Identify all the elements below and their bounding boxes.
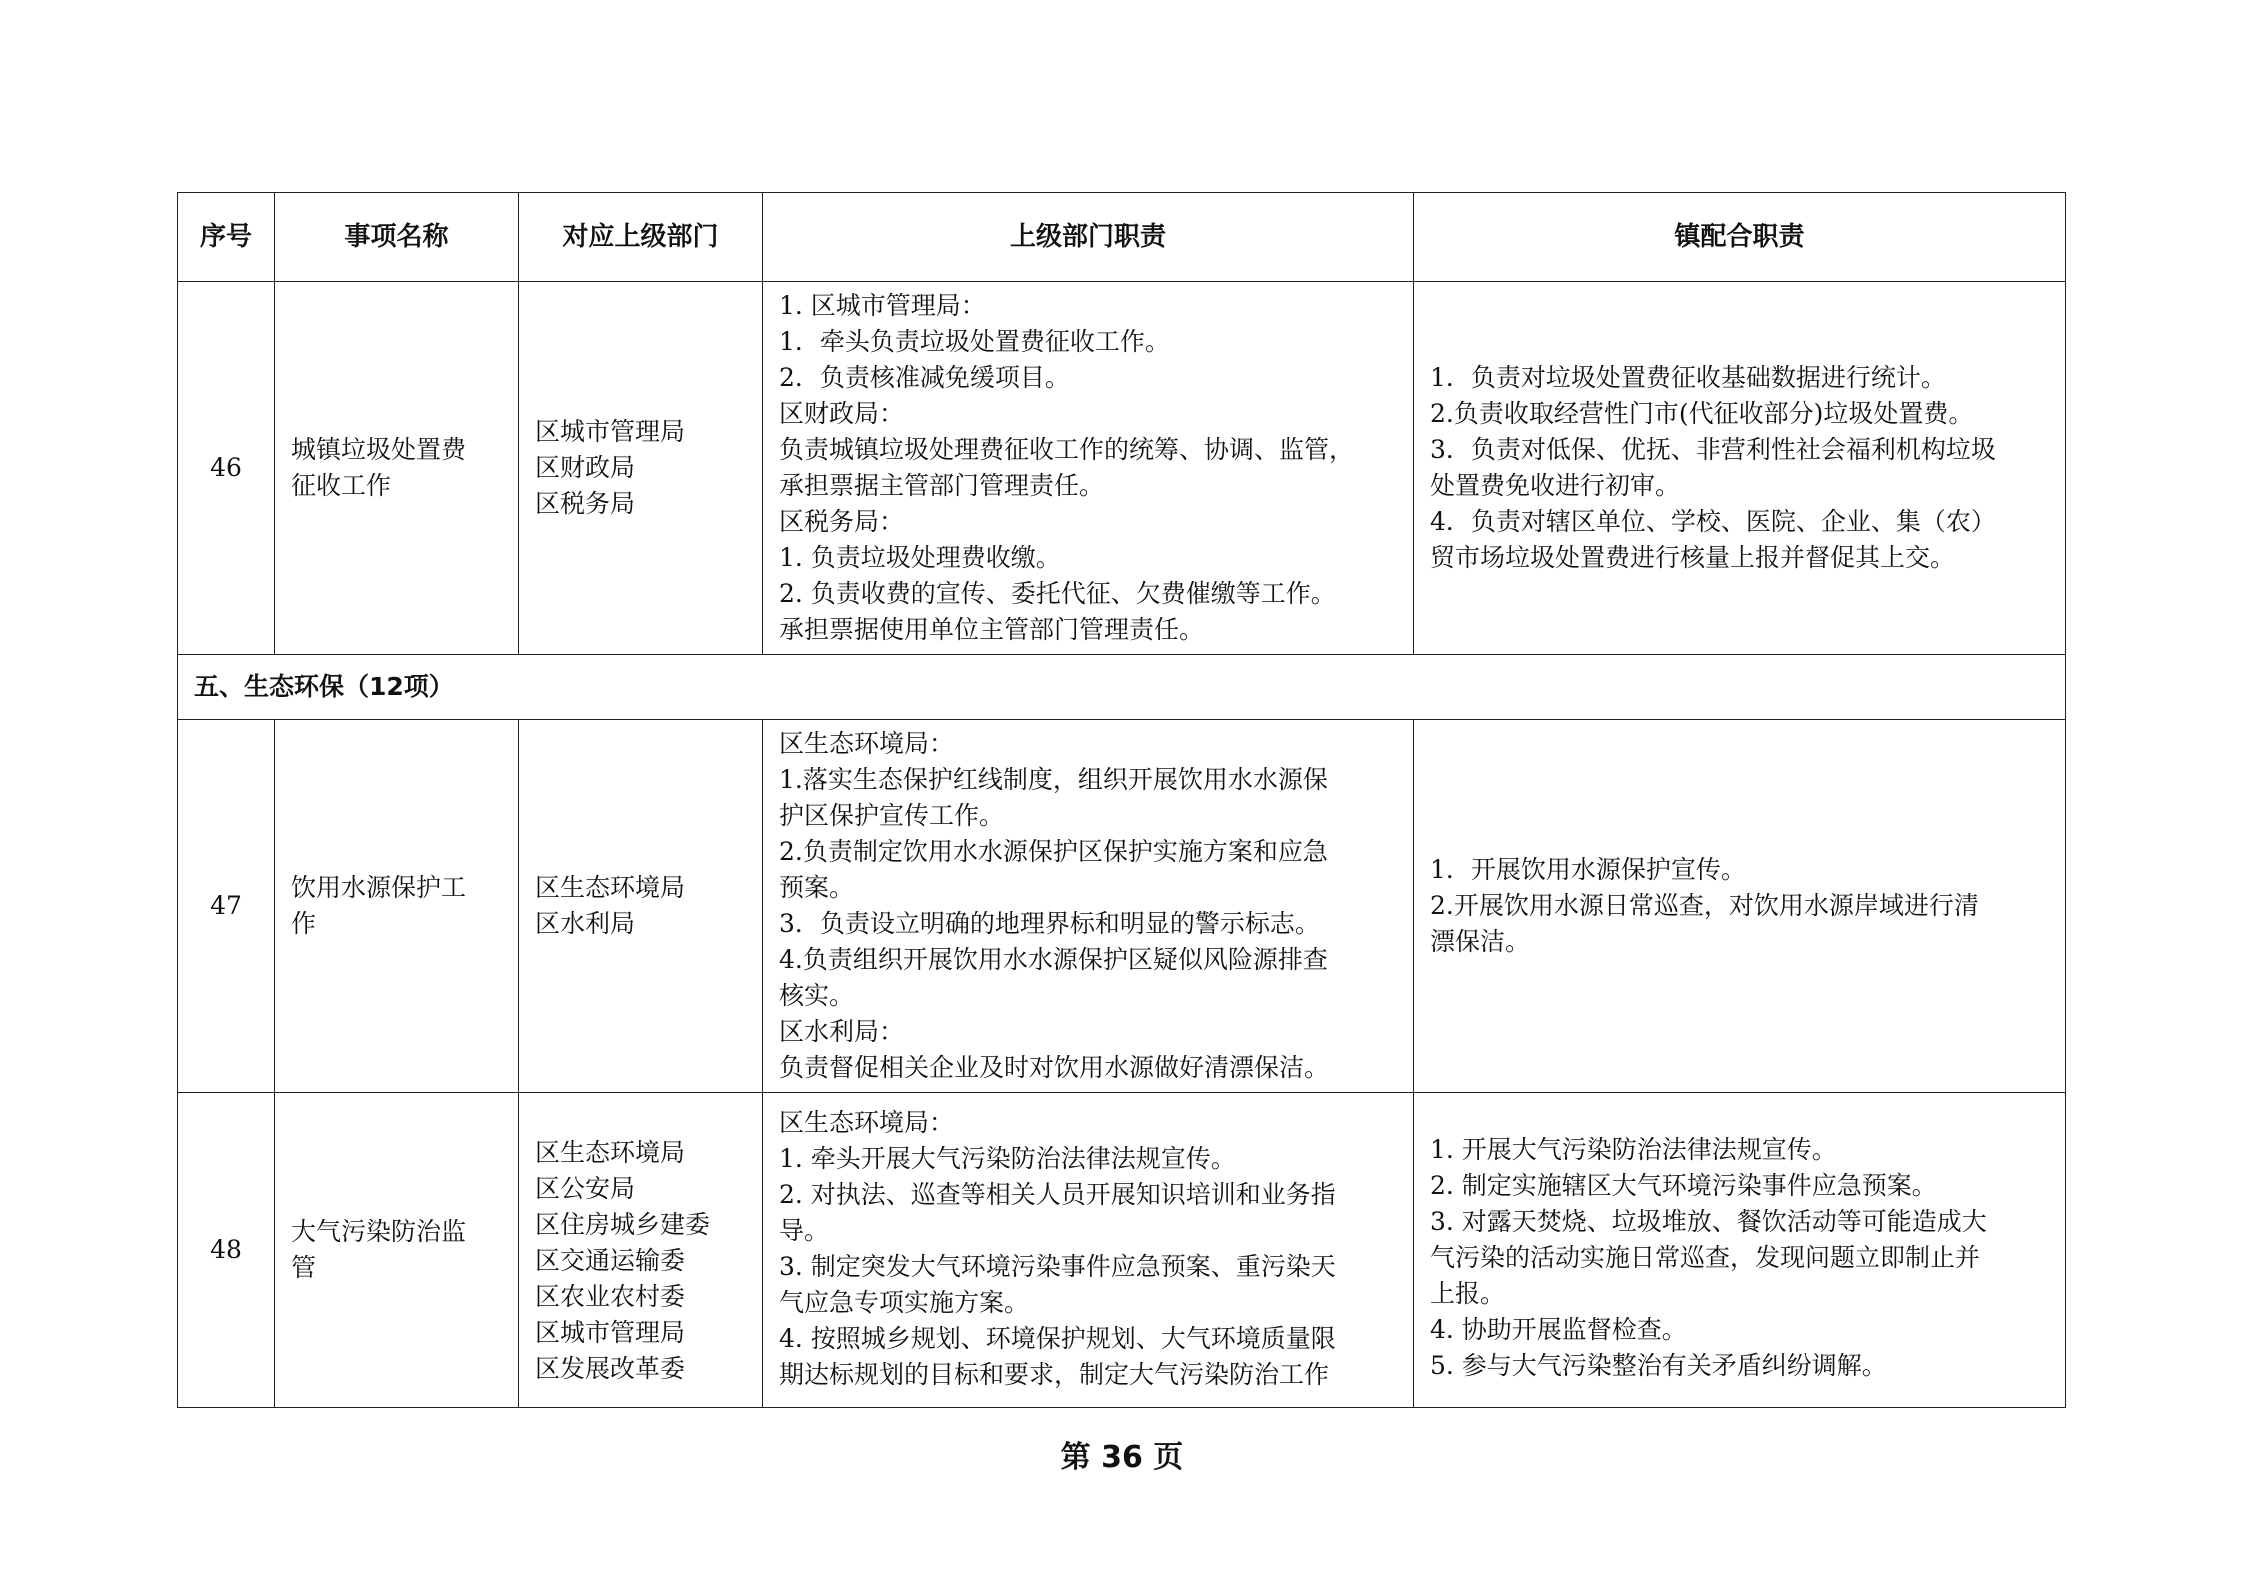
duty-line: 4.负责组织开展饮用水水源保护区疑似风险源排查 (779, 945, 1328, 974)
duty-line: 区生态环境局： (779, 1108, 955, 1137)
town-duty-line: 2.开展饮用水源日常巡查，对饮用水源岸域进行清 (1430, 891, 1979, 920)
town-duty-line: 1．负责对垃圾处置费征收基础数据进行统计。 (1430, 363, 1946, 392)
department-line: 区生态环境局 (535, 873, 686, 902)
town-duty-line: 3．负责对低保、优抚、非营利性社会福利机构垃圾 (1430, 435, 1996, 464)
town-duty-line: 5. 参与大气污染整治有关矛盾纠纷调解。 (1430, 1351, 1887, 1380)
duty-line: 2.负责制定饮用水水源保护区保护实施方案和应急 (779, 837, 1328, 866)
duty-line: 4. 按照城乡规划、环境保护规划、大气环境质量限 (779, 1324, 1336, 1353)
header-town-duty: 镇配合职责 (1414, 193, 2066, 282)
town-duties (1414, 1093, 2066, 1408)
town-duty-line: 1．开展饮用水源保护宣传。 (1430, 855, 1746, 884)
item-name-line: 城镇垃圾处置费 (291, 435, 467, 464)
duty-line: 承担票据主管部门管理责任。 (779, 471, 1105, 500)
item-name-line: 征收工作 (291, 471, 392, 500)
duty-line: 负责督促相关企业及时对饮用水源做好清漂保洁。 (779, 1053, 1330, 1082)
duty-line: 导。 (779, 1216, 830, 1245)
department-line: 区公安局 (535, 1174, 636, 1203)
item-name-line: 管 (291, 1253, 317, 1282)
town-duty-line: 1. 开展大气污染防治法律法规宣传。 (1430, 1135, 1837, 1164)
item-number: 47 (178, 720, 275, 1093)
superior-duties (763, 282, 1414, 655)
item-number: 48 (178, 1093, 275, 1408)
duty-line: 区税务局： (779, 507, 905, 536)
section-row (178, 655, 2066, 720)
superior-duties (763, 720, 1414, 1093)
duty-line: 预案。 (779, 873, 855, 902)
table-row (178, 1093, 2066, 1408)
town-duty-line: 气污染的活动实施日常巡查，发现问题立即制止并 (1430, 1243, 1981, 1272)
duty-line: 区生态环境局： (779, 729, 955, 758)
superior-departments (519, 720, 763, 1093)
town-duty-line: 4. 协助开展监督检查。 (1430, 1315, 1687, 1344)
duty-line: 负责城镇垃圾处理费征收工作的统筹、协调、监管， (779, 435, 1355, 464)
town-duty-line: 漂保洁。 (1430, 927, 1531, 956)
duty-line: 区财政局： (779, 399, 905, 428)
town-duty-line: 4．负责对辖区单位、学校、医院、企业、集（农） (1430, 507, 1996, 536)
responsibility-table (177, 192, 2066, 1408)
header-superior-duty: 上级部门职责 (763, 193, 1414, 282)
header-superior-dept: 对应上级部门 (519, 193, 763, 282)
duty-line: 1.落实生态保护红线制度，组织开展饮用水水源保 (779, 765, 1328, 794)
duty-line: 核实。 (779, 981, 855, 1010)
department-line: 区发展改革委 (535, 1354, 686, 1383)
town-duties (1414, 720, 2066, 1093)
town-duty-line: 处置费免收进行初审。 (1430, 471, 1681, 500)
table-row (178, 282, 2066, 655)
duty-line: 护区保护宣传工作。 (779, 801, 1005, 830)
town-duty-line: 贸市场垃圾处置费进行核量上报并督促其上交。 (1430, 543, 1956, 572)
duty-line: 气应急专项实施方案。 (779, 1288, 1030, 1317)
superior-departments (519, 1093, 763, 1408)
town-duty-line: 3. 对露天焚烧、垃圾堆放、餐饮活动等可能造成大 (1430, 1207, 1987, 1236)
header-item-name: 事项名称 (275, 193, 519, 282)
item-name (275, 282, 519, 655)
department-line: 区税务局 (535, 489, 636, 518)
duty-line: 1. 区城市管理局： (779, 291, 986, 320)
item-number: 46 (178, 282, 275, 655)
item-name-line: 大气污染防治监 (291, 1217, 467, 1246)
section-title: 五、生态环保（12项） (178, 655, 2066, 720)
town-duty-line: 2. 制定实施辖区大气环境污染事件应急预案。 (1430, 1171, 1937, 1200)
town-duty-line: 2.负责收取经营性门市(代征收部分)垃圾处置费。 (1430, 399, 1974, 428)
duty-line: 期达标规划的目标和要求，制定大气污染防治工作 (779, 1360, 1330, 1389)
page-number: 第 36 页 (1060, 1440, 1184, 1475)
duty-line: 2. 负责收费的宣传、委托代征、欠费催缴等工作。 (779, 579, 1336, 608)
duty-line: 1. 负责垃圾处理费收缴。 (779, 543, 1061, 572)
duty-line: 1．牵头负责垃圾处置费征收工作。 (779, 327, 1170, 356)
header-no: 序号 (178, 193, 275, 282)
item-name (275, 1093, 519, 1408)
duty-line: 3. 制定突发大气环境污染事件应急预案、重污染天 (779, 1252, 1336, 1281)
department-line: 区住房城乡建委 (535, 1210, 711, 1239)
superior-departments (519, 282, 763, 655)
table-header-row (178, 193, 2066, 282)
department-line: 区农业农村委 (535, 1282, 686, 1311)
duty-line: 2．负责核准减免缓项目。 (779, 363, 1070, 392)
duty-line: 3．负责设立明确的地理界标和明显的警示标志。 (779, 909, 1320, 938)
duty-line: 2. 对执法、巡查等相关人员开展知识培训和业务指 (779, 1180, 1336, 1209)
table-row (178, 720, 2066, 1093)
department-line: 区水利局 (535, 909, 636, 938)
duty-line: 区水利局： (779, 1017, 905, 1046)
item-name-line: 饮用水源保护工 (291, 873, 467, 902)
superior-duties (763, 1093, 1414, 1408)
item-name-line: 作 (291, 909, 317, 938)
town-duties (1414, 282, 2066, 655)
department-line: 区城市管理局 (535, 1318, 686, 1347)
department-line: 区交通运输委 (535, 1246, 686, 1275)
department-line: 区生态环境局 (535, 1138, 686, 1167)
item-name (275, 720, 519, 1093)
department-line: 区财政局 (535, 453, 636, 482)
town-duty-line: 上报。 (1430, 1279, 1506, 1308)
duty-line: 承担票据使用单位主管部门管理责任。 (779, 615, 1205, 644)
duty-line: 1. 牵头开展大气污染防治法律法规宣传。 (779, 1144, 1236, 1173)
department-line: 区城市管理局 (535, 417, 686, 446)
